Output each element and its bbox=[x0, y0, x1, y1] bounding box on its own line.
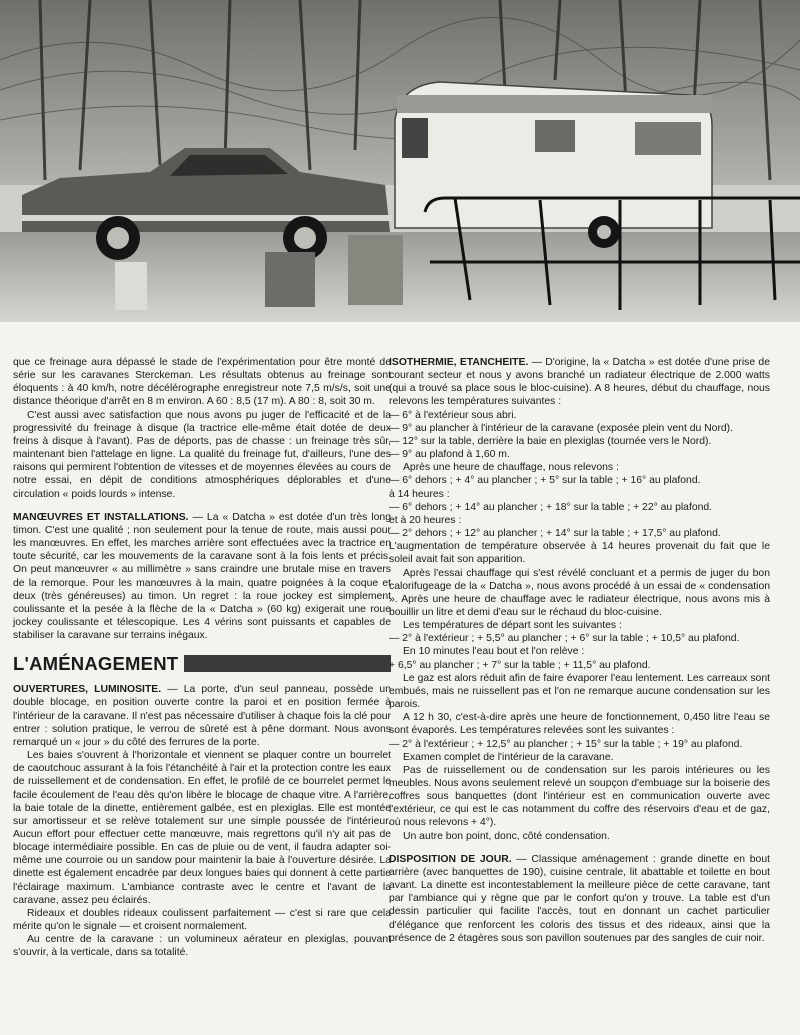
photo-illustration bbox=[0, 0, 800, 322]
paragraph: En 10 minutes l'eau bout et l'on relève : + 6,5° au plancher ; + 7° sur la table ; + 11,5° au plafond. bbox=[389, 646, 651, 671]
paragraph-body: — Classique aménagement : grande dinette en bout arrière (avec banquettes de 190), cuisine centrale, lit abattable et toilette en bout avant. La dinette est incontestablement la meilleure pièce de cette caravane, tant par l'ambiance qui y règne que par le confort qu'on y trouve. La table est d'un dessin particulier qui facilite l'accès, tout en donnant un cachet particulier d'élégance que renforcent les coloris des tissus et des rideaux, ainsi que la présence de 2 étagères sous son pavillon soutenues par des sangles de cuir noir. bbox=[389, 853, 770, 944]
right-column bbox=[389, 356, 770, 945]
paragraph: L'augmentation de température observée à 14 heures provenait du fait que le soleil avait fait son apparition. bbox=[389, 541, 770, 566]
paragraph-body: — La porte, d'un seul panneau, possède un double blocage, en position ouverte contre la paroi et en position fermée à l'intérieur de la caravane. Il n'est pas nécessaire d'utiliser à chaque fois la clé pour entrer : solution pratique, le verrou de sûreté est à pêne dormant. Nous avons remarqué un « jour » du côté des ferrures de la porte. bbox=[13, 684, 391, 748]
paragraph: Au centre de la caravane : un volumineux aérateur en plexiglas, pouvant s'ouvrir, à la verticale, dans sa totalité. bbox=[13, 934, 391, 959]
paragraph-lead: MANŒUVRES ET INSTALLATIONS. bbox=[13, 511, 189, 523]
paragraph: C'est aussi avec satisfaction que nous avons pu juger de l'efficacité et de la progressivité du freinage à disque (la tractrice elle-même était dotée de deux freins à disque à l'avant). Pas de déports, pas de chasse : un freinage très sûr, maintenant bien l'attelage en ligne. La qualité du freinage fut, d'ailleurs, l'une des raisons qui permirent l'obtention de vitesses et de moyennes élevées au cours de notre essai, en dépit de conditions atmosphériques déplorables et d'une circulation « poids lourds » intense. bbox=[13, 409, 391, 500]
paragraph bbox=[389, 356, 770, 461]
car-with-caravan-photo bbox=[0, 0, 800, 322]
paragraph: Un autre bon point, donc, côté condensation. bbox=[403, 830, 610, 842]
paragraph: Rideaux et doubles rideaux coulissent parfaitement — c'est si rare que cela mérite qu'on le signale — et croisent normalement. bbox=[13, 907, 391, 933]
section-heading bbox=[13, 652, 391, 675]
left-column bbox=[13, 356, 391, 960]
paragraph bbox=[13, 511, 391, 643]
paragraph: Les températures de départ sont les suivantes : — 2° à l'extérieur ; + 5,5° au plancher ; + 6° sur la table ; + 10,5° au plafond. bbox=[389, 620, 740, 645]
paragraph: Pas de ruissellement ou de condensation sur les parois intérieures ou les meubles. Nous avons seulement relevé un soupçon d'embuage sur la boiserie des coffres sous banquettes (dont l'intérieur est en communication ouverte avec l'extérieur, ce qui est le cas notamment du coffre des réservoirs d'eau et de gaz, où nous relevons + 4°). bbox=[389, 764, 770, 829]
paragraph: Les baies s'ouvrent à l'horizontale et viennent se plaquer contre un bourrelet de caoutchouc assurant à la fois l'étanchéité à l'air et la protection contre les eaux de ruissellement et de condensation. En effet, le profilé de ce bourrelet permet le facile écoulement de l'eau dès qu'on libère le blocage de chaque vitre. A l'arrière, la baie totale de la dinette, entièrement galbée, est en plexiglas. Elle est montée sur amortisseur et se relève totalement sur une simple poussée de l'intérieur. Aucun effort pour effectuer cette manœuvre, mais regrettons qu'il n'y ait pas de blocage intermédiaire possible. En cas de pluie ou de vent, il faudra adapter soi-même une courroie ou un sandow pour maintenir la baie à l'ouverture désirée. La dinette est également encadrée par deux longues baies qui donnent à cette partie l'éclairage maximum. L'ambiance contraste avec le centre et l'avant de la caravane, assez peu éclairés. bbox=[13, 750, 391, 906]
caravan bbox=[395, 82, 712, 248]
paragraph: que ce freinage aura dépassé le stade de l'expérimentation pour être monté de série sur les caravanes Sterckeman. Les résultats obtenus au freinage sont éloquents : à 40 km/h, notre décélérographe enregistreur note 7,5 m/s/s, soit une distance théorique d'arrêt en 8 m environ. A 60 : 8,5 (17 m). A 80 : 8, soit 30 m. bbox=[13, 357, 391, 408]
paragraph-body: — La « Datcha » est dotée d'un très long timon. C'est une qualité ; non seulement pour la tenue de route, mais aussi pour les manœuvres. En effet, les marches arrière sont effectuées avec la tractrice en toute sécurité, car les mouvements de la caravane sont à la fois lents et précis. On peut manœuvrer « au millimètre » sans craindre une brutale mise en travers de la remorque. Pour les manœuvres à la main, quatre poignées à la coque et deux (très généreuses) au timon. Un regret : la roue jockey est simplement coulissante et la pesée à la flèche de la « Datcha » (60 kg) exigerait une roue jockey coulissante et télescopique. Les 4 vérins sont puissants et capables de stabiliser la caravane sur terrains inégaux. bbox=[13, 511, 391, 642]
paragraph: Examen complet de l'intérieur de la caravane. bbox=[403, 751, 614, 763]
paragraph bbox=[389, 853, 770, 945]
paragraph-body: — D'origine, la « Datcha » est dotée d'une prise de courant secteur et nous y avons branché un radiateur électrique de 2.000 watts (qui a trouvé sa place sous le bloc-cuisine). A 8 heures, début du chauffage, nous relevons les températures suivantes : — 6° à l'extérieur sous abri. — 9° au plancher à l'intérieur de la caravane (exposée plein vent du Nord). — 12° sur la table, derrière la baie en plexiglas (tournée vers le Nord). — 9° au plafond à 1,60 m. bbox=[389, 357, 770, 461]
paragraph: A 12 h 30, c'est-à-dire après une heure de fonctionnement, 0,450 litre l'eau se sont évaporés. Les températures relevées sont les suivantes : — 2° à l'extérieur ; + 12,5° au plancher ; + 15° sur la table ; + 19° au plafond. bbox=[389, 712, 770, 750]
paragraph: Après une heure de chauffage, nous relevons : — 6° dehors ; + 4° au plancher ; + 5° sur la table ; + 16° au plafond. à 14 heures : — 6° dehors ; + 14° au plancher ; + 18° sur la table ; + 22° au plafond. et à 20 heures : — 2° dehors ; + 12° au plancher ; + 14° sur la table ; + 17,5° au plafond. bbox=[389, 462, 721, 540]
paragraph: Le gaz est alors réduit afin de faire évaporer l'eau lentement. Les carreaux sont embués, mais ne ruissellent pas et l'on ne remarque aucune condensation sur les parois. bbox=[389, 672, 770, 711]
paragraph: Après l'essai chauffage qui s'est révélé concluant et a permis de juger du bon calorifugeage de la « Datcha », nous avons procédé à un essai de « condensation ». Après une heure de chauffage avec le radiateur électrique, nous avons mis à bouillir un litre et demi d'eau sur le réchaud du bloc-cuisine. bbox=[389, 567, 770, 618]
paragraph-lead: ISOTHERMIE, ETANCHEITE. bbox=[389, 357, 529, 368]
paragraph-lead: DISPOSITION DE JOUR. bbox=[389, 853, 512, 865]
section-title: L'AMÉNAGEMENT bbox=[13, 652, 184, 675]
paragraph-lead: OUVERTURES, LUMINOSITE. bbox=[13, 684, 162, 696]
paragraph bbox=[13, 683, 391, 749]
